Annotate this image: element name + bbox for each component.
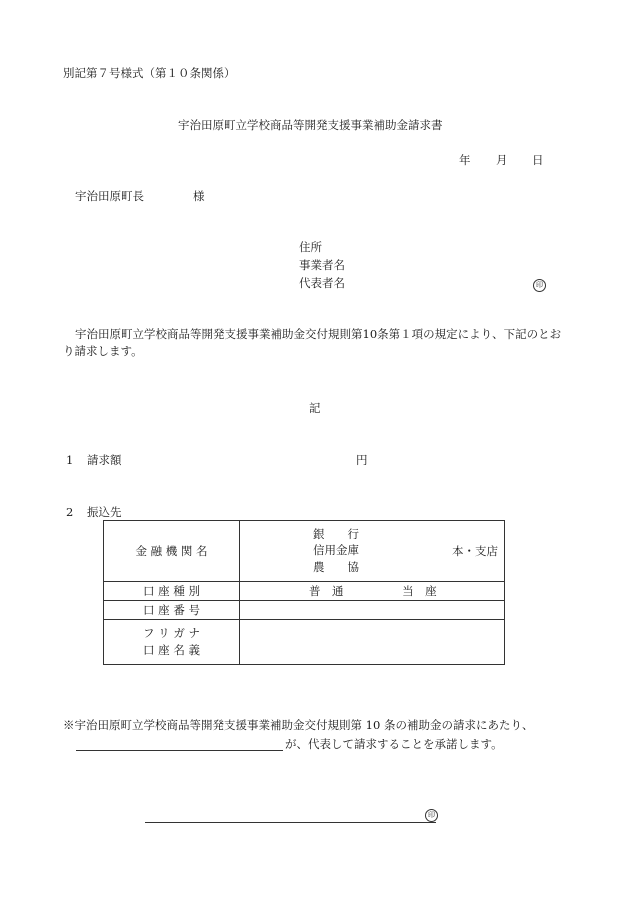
institution-label: 金 融 機 関 名 (104, 521, 240, 582)
account-type-toza: 当 座 (402, 584, 437, 598)
account-name-label: 口 座 名 義 (143, 643, 200, 657)
consent-text-line2: が、代表して請求することを承諾します。 (285, 737, 503, 751)
applicant-address-label: 住所 (299, 240, 322, 254)
bank-table (103, 520, 505, 665)
item2-label: 振込先 (87, 505, 122, 519)
form-number: 別記第７号様式（第１０条関係） (63, 66, 236, 80)
signature-seal-icon (425, 809, 438, 822)
date-month: 月 (496, 153, 508, 167)
account-type-label: 口 座 種 別 (104, 582, 240, 601)
consent-text-line1: ※宇治田原町立学校商品等開発支援事業補助金交付規則第 10 条の補助金の請求にあたり、 (63, 718, 534, 732)
account-type-cell (240, 582, 505, 601)
furigana-label: フ リ ガ ナ (143, 626, 200, 641)
item1-label: 請求額 (87, 453, 122, 467)
date-day: 日 (532, 153, 544, 167)
ki-heading: 記 (309, 401, 321, 415)
bank-type-shinkin: 信用金庫 (313, 543, 359, 558)
institution-cell (240, 521, 505, 582)
consent-name-underline (76, 750, 283, 751)
addressee-name: 宇治田原町長 (75, 189, 144, 203)
bank-type-bank: 銀 行 (313, 526, 359, 541)
signature-underline (145, 822, 436, 823)
body-text-line1: 宇治田原町立学校商品等開発支援事業補助金交付規則第10条第１項の規定により、下記のとお (75, 327, 562, 341)
applicant-representative-label: 代表者名 (299, 276, 345, 290)
account-number-label: 口 座 番 号 (104, 601, 240, 620)
document-title: 宇治田原町立学校商品等開発支援事業補助金請求書 (178, 118, 443, 132)
bank-type-nokyo: 農 協 (313, 559, 359, 574)
addressee-honorific: 様 (193, 189, 205, 203)
item1-unit: 円 (356, 453, 368, 467)
account-name-label-cell (104, 620, 240, 665)
account-name-cell (240, 620, 505, 665)
item2-number: 2 (66, 505, 74, 519)
item1-number: 1 (66, 453, 74, 467)
branch-label: 本・支店 (452, 543, 498, 558)
seal-icon (533, 279, 546, 292)
body-text-line2: り請求します。 (63, 344, 143, 358)
applicant-business-label: 事業者名 (299, 258, 345, 272)
account-type-futsu: 普 通 (309, 584, 344, 598)
account-number-cell (240, 601, 505, 620)
date-year: 年 (459, 153, 471, 167)
